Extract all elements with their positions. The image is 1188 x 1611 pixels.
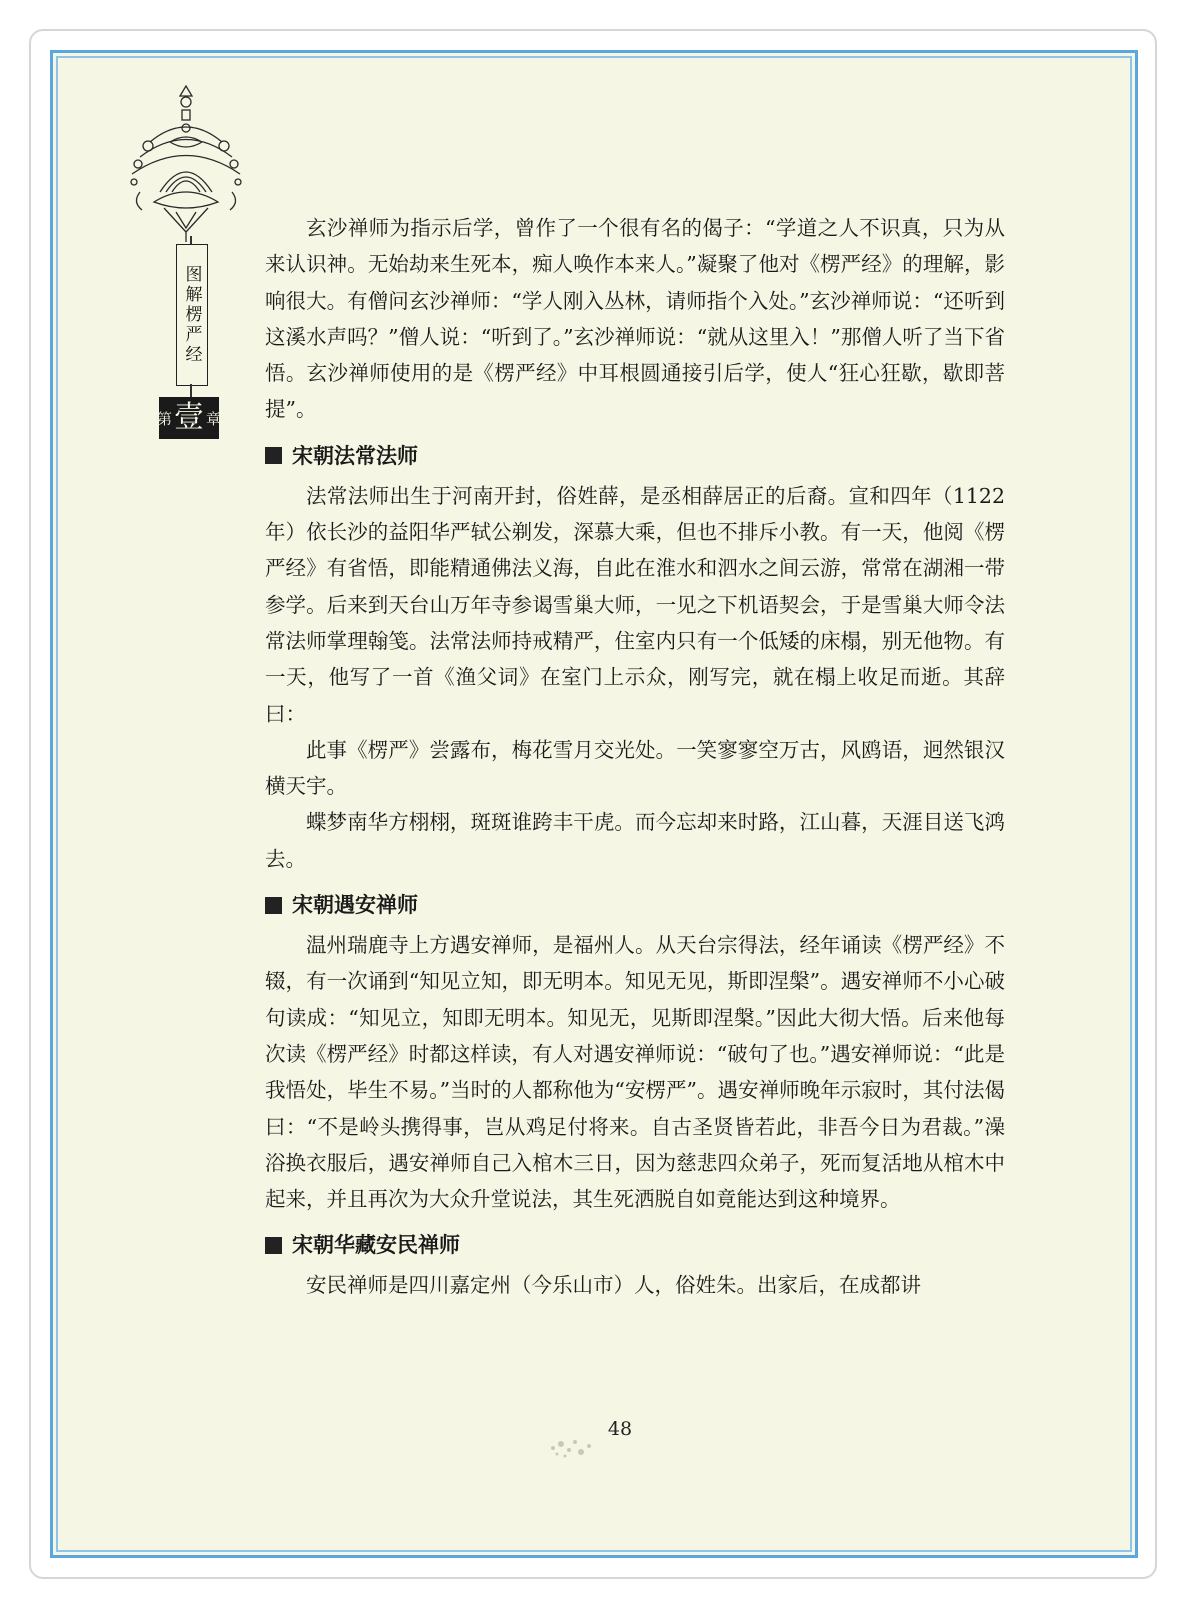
square-bullet-icon — [265, 897, 282, 914]
section-heading — [265, 887, 1005, 923]
section-heading-text: 宋朝遇安禅师 — [292, 893, 418, 918]
section-heading-text: 宋朝华藏安民禅师 — [292, 1233, 460, 1258]
title-connector-line — [190, 236, 192, 244]
paragraph: 安民禅师是四川嘉定州（今乐山市）人，俗姓朱。出家后，在成都讲 — [306, 1273, 921, 1298]
chapter-number: 壹 — [174, 400, 204, 435]
paragraph: 法常法师出生于河南开封，俗姓薛，是丞相薛居正的后裔。宣和四年（1122年）依长沙的益阳华严轼公剃发，深慕大乘，但也不排斥小教。有一天，他阅《楞严经》有省悟，即能精通佛法义海，自此在淮水和泗水之间云游，常常在湖湘一带参学。后来到天台山万年寺参谒雪巢大师，一见之下机语契会，于是雪巢大师令法常法师掌理翰笺。法常法师持戒精严，住室内只有一个低矮的床榻，别无他物。有一天，他写了一首《渔父词》在室门上示众，刚写完，就在榻上收足而逝。其辞曰： — [265, 483, 1005, 726]
chapter-suffix: 章 — [206, 409, 222, 428]
page-number: 48 — [607, 1418, 633, 1440]
section-heading-text: 宋朝法常法师 — [292, 443, 418, 468]
lotus-ornament-icon — [120, 82, 252, 242]
paragraph: 温州瑞鹿寺上方遇安禅师，是福州人。从天台宗得法，经年诵读《楞严经》不辍，有一次诵到“知见立知，即无明本。知见无见，斯即涅槃”。遇安禅师不小心破句读成：“知见立，知即无明本。知见无，见斯即涅槃。”因此大彻大悟。后来他每次读《楞严经》时都这样读，有人对遇安禅师说：“破句了也。”遇安禅师说：“此是我悟处，毕生不易。”当时的人都称他为“安楞严”。遇安禅师晚年示寂时，其付法偈曰：“不是岭头携得事，岂从鸡足付将来。自古圣贤皆若此，非吾今日为君裁。”澡浴换衣服后，遇安禅师自己入棺木三日，因为慈悲四众弟子，死而复活地从棺木中起来，并且再次为大众升堂说法，其生死洒脱自如竟能达到这种境界。 — [265, 933, 1005, 1212]
poem-stanza: 此事《楞严》尝露布，梅花雪月交光处。一笑寥寥空万古，风鸥语，迥然银汉横天宇。 — [265, 737, 1005, 799]
square-bullet-icon — [265, 447, 282, 464]
section-heading — [265, 1227, 1005, 1263]
section-heading — [265, 438, 1005, 474]
book-title: 图解楞严经 — [181, 265, 202, 365]
chapter-badge — [156, 397, 222, 439]
main-text — [265, 210, 1005, 1304]
title-connector-line-lower — [190, 384, 192, 397]
intro-paragraph: 玄沙禅师为指示后学，曾作了一个很有名的偈子：“学道之人不识真，只为从来认识神。无始劫来生死本，痴人唤作本来人。”凝聚了他对《楞严经》的理解，影响很大。有僧问玄沙禅师：“学人刚入丛林，请师指个入处。”玄沙禅师说：“还听到这溪水声吗？”僧人说：“听到了。”玄沙禅师说：“就从这里入！”那僧人听了当下省悟。玄沙禅师使用的是《楞严经》中耳根圆通接引后学，使人“狂心狂歇，歇即菩提”。 — [265, 216, 1005, 422]
chapter-prefix: 第 — [156, 409, 172, 428]
book-title-box — [176, 244, 208, 386]
poem-stanza: 蝶梦南华方栩栩，斑斑谁跨丰干虎。而今忘却来时路，江山暮，天涯目送飞鸿去。 — [265, 810, 1005, 871]
square-bullet-icon — [265, 1237, 282, 1254]
